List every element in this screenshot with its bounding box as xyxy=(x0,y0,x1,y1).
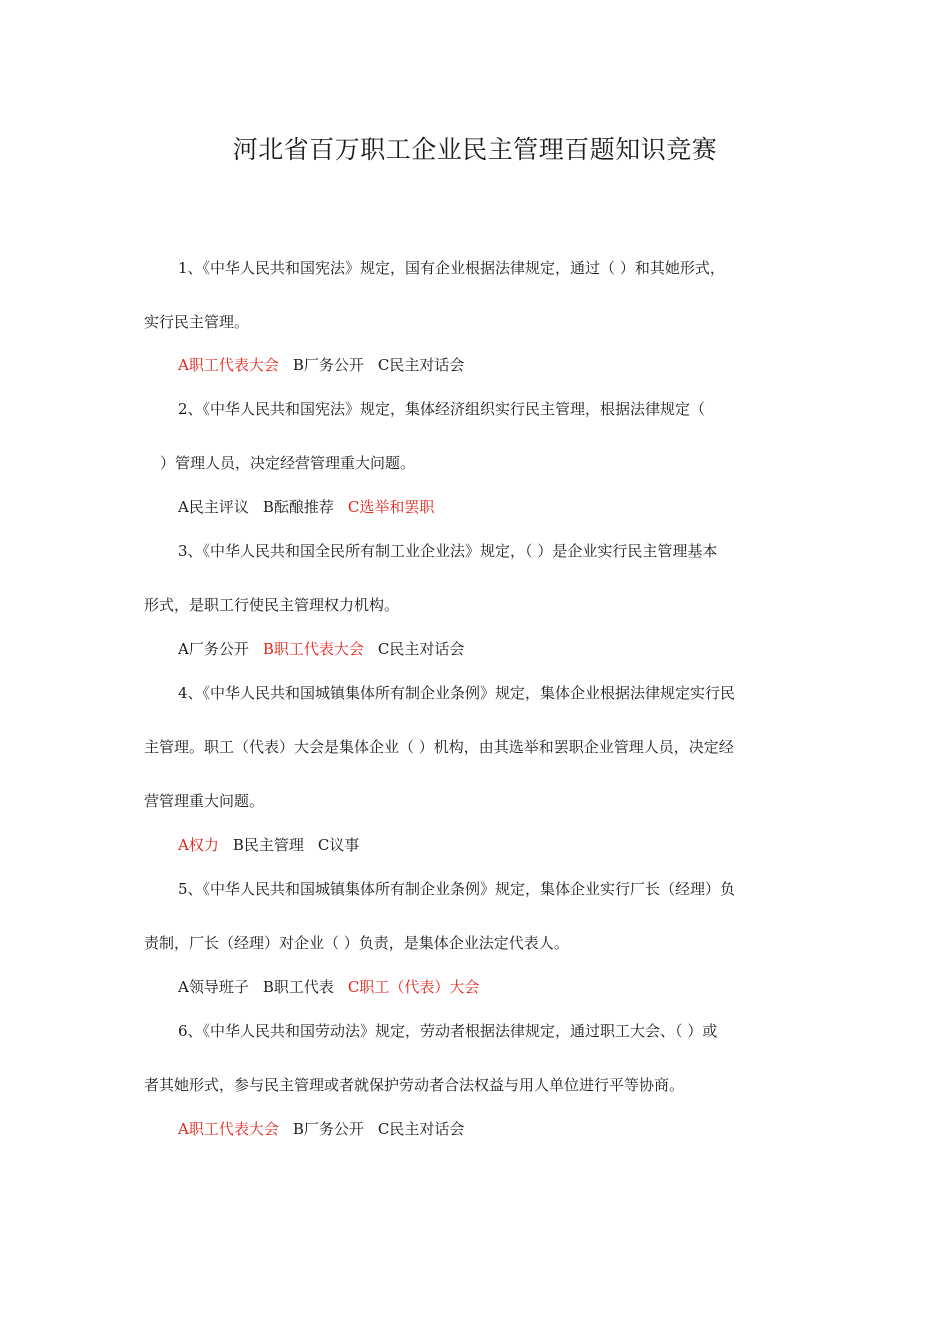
question-5-line-2: 责制，厂长（经理）对企业（ ）负责，是集体企业法定代表人。 xyxy=(144,934,569,952)
question-1-option-b: B厂务公开 xyxy=(292,356,364,374)
question-2-options xyxy=(178,497,448,517)
question-1-line-1: 1、《中华人民共和国宪法》规定，国有企业根据法律规定，通过（ ）和其她形式， xyxy=(178,259,725,277)
question-2-line-2: ）管理人员，决定经营管理重大问题。 xyxy=(160,454,416,472)
question-6-line-2: 者其她形式，参与民主管理或者就保护劳动者合法权益与用人单位进行平等协商。 xyxy=(144,1076,685,1094)
question-1-options xyxy=(178,355,478,375)
question-4-line-2: 主管理。职工（代表）大会是集体企业（ ）机构，由其选举和罢职企业管理人员，决定经 xyxy=(144,738,734,756)
question-4-options xyxy=(178,835,373,855)
question-6-options xyxy=(178,1119,478,1139)
question-6-option-a: A职工代表大会 xyxy=(178,1120,279,1138)
question-5-option-c: C职工（代表）大会 xyxy=(347,978,480,996)
question-4-line-3: 营管理重大问题。 xyxy=(144,792,265,810)
question-4-option-b: B民主管理 xyxy=(232,836,304,854)
question-1-line-2: 实行民主管理。 xyxy=(144,313,250,331)
question-3-option-b: B职工代表大会 xyxy=(262,640,364,658)
question-5-option-b: B职工代表 xyxy=(262,978,334,996)
question-4-option-a: A权力 xyxy=(178,836,219,854)
question-3-line-2: 形式，是职工行使民主管理权力机构。 xyxy=(144,596,400,614)
question-2-option-a: A民主评议 xyxy=(178,498,249,516)
question-1-option-c: C民主对话会 xyxy=(377,356,465,374)
question-3-options xyxy=(178,639,478,659)
question-5-option-a: A领导班子 xyxy=(178,978,249,996)
question-6-option-c: C民主对话会 xyxy=(377,1120,465,1138)
document-title: 河北省百万职工企业民主管理百题知识竞赛 xyxy=(232,135,718,164)
question-4-option-c: C议事 xyxy=(317,836,360,854)
question-5-line-1: 5、《中华人民共和国城镇集体所有制企业条例》规定，集体企业实行厂长（经理）负 xyxy=(178,880,736,898)
question-2-option-b: B酝酿推荐 xyxy=(262,498,334,516)
question-6-line-1: 6、《中华人民共和国劳动法》规定，劳动者根据法律规定，通过职工大会、（ ）或 xyxy=(178,1022,718,1040)
question-6-option-b: B厂务公开 xyxy=(292,1120,364,1138)
question-5-options xyxy=(178,977,493,997)
question-3-option-c: C民主对话会 xyxy=(377,640,465,658)
question-3-option-a: A厂务公开 xyxy=(178,640,249,658)
question-4-line-1: 4、《中华人民共和国城镇集体所有制企业条例》规定，集体企业根据法律规定实行民 xyxy=(178,684,736,702)
question-2-option-c: C选举和罢职 xyxy=(347,498,435,516)
question-1-option-a: A职工代表大会 xyxy=(178,356,279,374)
question-2-line-1: 2、《中华人民共和国宪法》规定，集体经济组织实行民主管理，根据法律规定（ xyxy=(178,400,706,418)
question-3-line-1: 3、《中华人民共和国全民所有制工业企业法》规定，（ ）是企业实行民主管理基本 xyxy=(178,542,718,560)
